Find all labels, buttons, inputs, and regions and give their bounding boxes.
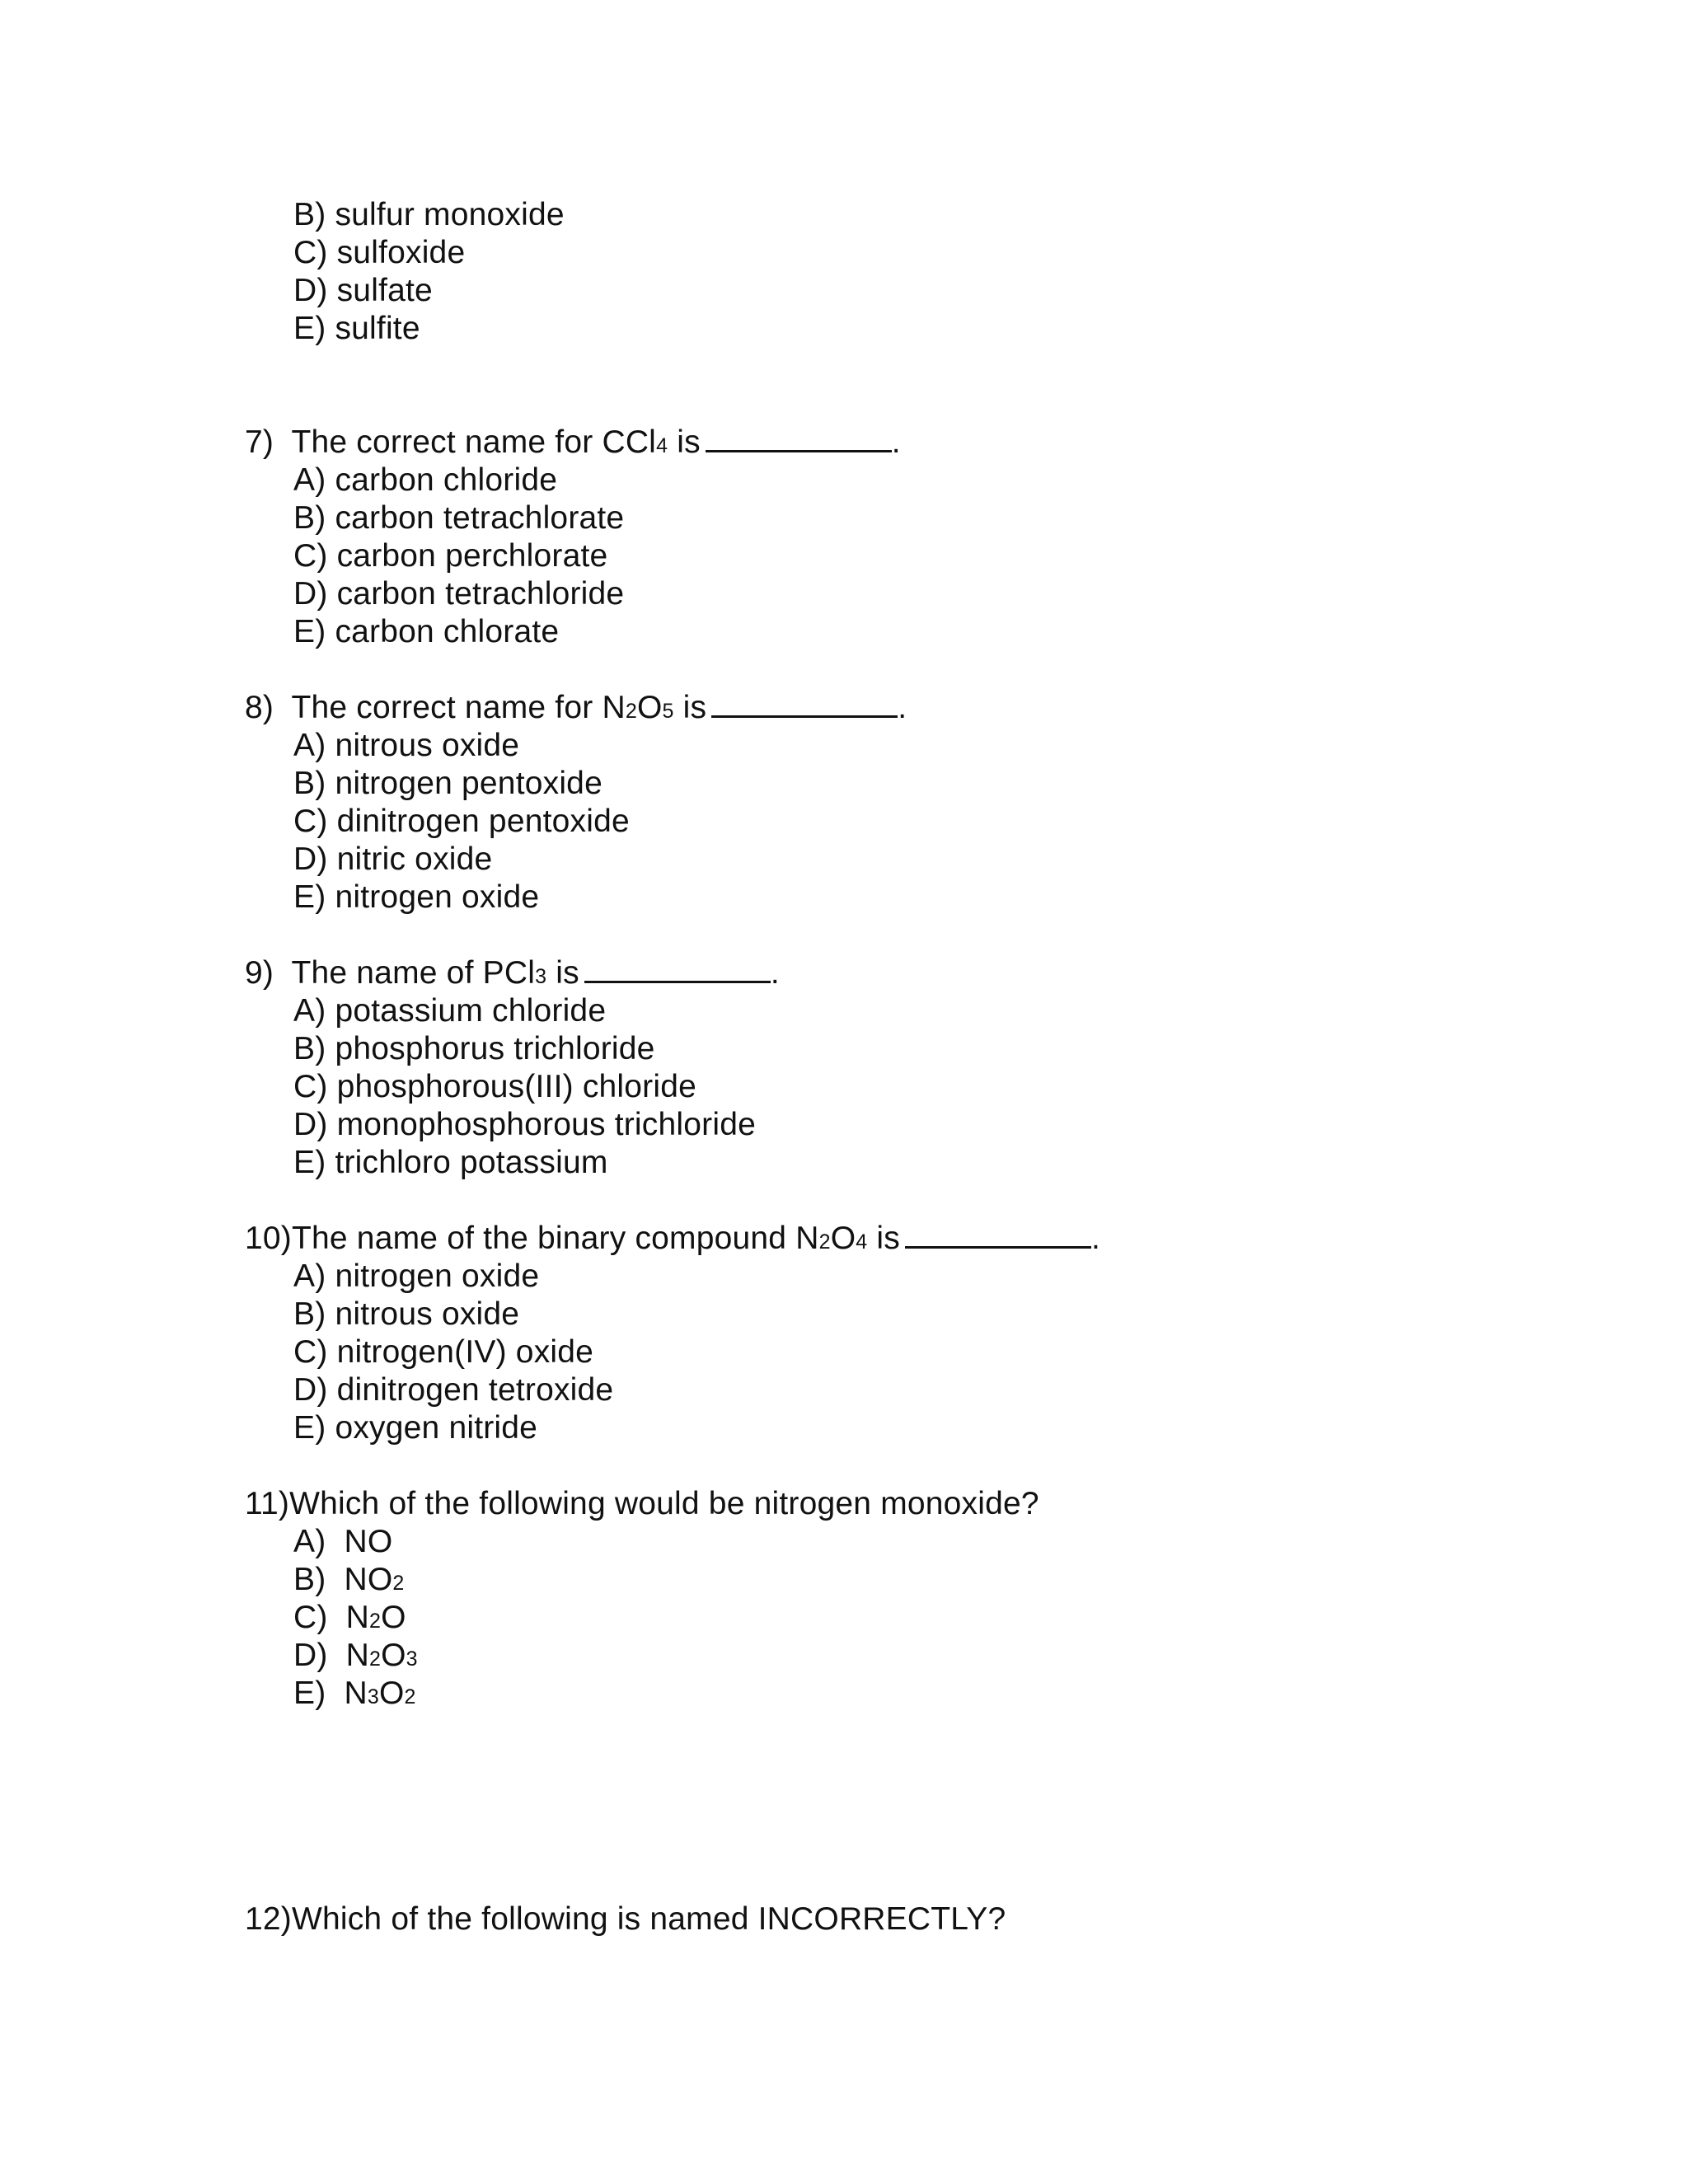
option-b: [293, 1030, 655, 1068]
option-e: [293, 1675, 416, 1716]
answer-blank: [905, 1221, 1091, 1249]
option-label: C): [293, 804, 328, 839]
question-number: 11): [245, 1486, 290, 1521]
formula-text: N: [345, 1600, 370, 1635]
option-c: [293, 803, 630, 841]
option-b: [293, 765, 603, 803]
option-text: carbon tetrachloride: [336, 576, 625, 612]
option-text: carbon chloride: [335, 462, 558, 498]
option-label: B): [293, 1562, 326, 1597]
formula-text: NO: [344, 1524, 393, 1559]
option-label: A): [293, 993, 326, 1029]
option-c: [293, 1333, 593, 1371]
subscript: 3: [367, 1685, 379, 1708]
option-label: D): [293, 1638, 328, 1673]
option-text: nitric oxide: [336, 841, 493, 877]
option-label: C): [293, 1600, 328, 1635]
option-c: [293, 1599, 406, 1640]
option-label: A): [293, 462, 326, 498]
option-b: [293, 1296, 519, 1333]
option-d: [293, 1106, 756, 1144]
subscript: 2: [369, 1610, 382, 1633]
option-label: E): [293, 1145, 326, 1180]
option-a: [293, 727, 519, 765]
answer-blank: [706, 425, 892, 452]
option-e: [293, 1144, 608, 1182]
option-d: [293, 1637, 418, 1678]
option-text: nitrous oxide: [335, 728, 520, 763]
question-number: 8): [245, 690, 274, 725]
subscript: 4: [856, 1230, 868, 1254]
option-label: D): [293, 273, 328, 308]
option-label: E): [293, 1675, 326, 1711]
formula-text: N: [345, 1638, 370, 1673]
option-label: E): [293, 879, 326, 915]
option-text: nitrogen oxide: [335, 879, 540, 915]
option-a: [293, 462, 557, 499]
option-label: A): [293, 1258, 326, 1294]
stem-text: is: [668, 424, 701, 460]
option-label: A): [293, 1524, 326, 1559]
subscript: 3: [406, 1647, 418, 1671]
option-label: B): [293, 197, 326, 232]
option-label: C): [293, 235, 328, 270]
stem-text: Which of the following is named INCORRECTLY?: [291, 1901, 1006, 1937]
option-label: C): [293, 1069, 328, 1104]
answer-blank: [711, 691, 898, 718]
option-text: carbon tetrachlorate: [335, 500, 625, 536]
question-stem: [245, 1900, 1006, 1938]
question-stem: [245, 1220, 1100, 1261]
subscript: 2: [625, 700, 637, 723]
stem-text: The correct name for CCl: [291, 424, 657, 460]
subscript: 4: [656, 434, 668, 457]
option-d: [293, 272, 433, 310]
stem-text: is: [546, 955, 579, 991]
option-text: sulfate: [336, 273, 433, 308]
subscript: 3: [535, 965, 547, 988]
option-label: D): [293, 1372, 328, 1408]
option-a: [293, 1258, 539, 1296]
question-stem: [245, 424, 901, 465]
option-e: [293, 613, 559, 651]
subscript: 2: [404, 1685, 416, 1708]
option-text: oxygen nitride: [335, 1410, 538, 1446]
option-text: nitrogen pentoxide: [335, 766, 603, 801]
option-text: trichloro potassium: [335, 1145, 608, 1180]
option-label: E): [293, 614, 326, 649]
option-text: nitrogen(IV) oxide: [336, 1334, 594, 1370]
option-a: [293, 992, 606, 1030]
stem-text: is: [673, 690, 707, 725]
question-stem: [245, 689, 907, 730]
formula-text: O: [381, 1638, 406, 1673]
option-b: [293, 196, 565, 234]
option-label: E): [293, 1410, 326, 1446]
option-label: D): [293, 576, 328, 612]
option-text: nitrogen oxide: [335, 1258, 540, 1294]
answer-blank: [584, 956, 771, 983]
formula-text: NO: [344, 1562, 393, 1597]
option-text: monophosphorous trichloride: [336, 1107, 756, 1142]
option-label: E): [293, 311, 326, 346]
question-stem: [245, 954, 780, 996]
stem-text: O: [830, 1221, 856, 1256]
stem-text: The correct name for N: [291, 690, 626, 725]
option-text: nitrous oxide: [335, 1296, 520, 1332]
option-text: dinitrogen tetroxide: [336, 1372, 614, 1408]
formula-text: O: [381, 1600, 406, 1635]
question-stem: [245, 1485, 1039, 1523]
option-text: carbon perchlorate: [336, 538, 608, 574]
subscript: 2: [369, 1647, 382, 1671]
formula-text: O: [378, 1675, 405, 1711]
question-number: 12): [245, 1901, 292, 1937]
stem-period: .: [898, 690, 907, 725]
option-c: [293, 234, 465, 272]
stem-text: O: [636, 690, 663, 725]
subscript: 5: [662, 700, 674, 723]
option-label: B): [293, 766, 326, 801]
option-c: [293, 1068, 696, 1106]
stem-text: is: [867, 1221, 900, 1256]
option-label: B): [293, 500, 326, 536]
option-text: sulfite: [335, 311, 420, 346]
option-e: [293, 310, 420, 348]
option-label: C): [293, 1334, 328, 1370]
formula-text: N: [344, 1675, 368, 1711]
subscript: 2: [818, 1230, 831, 1254]
option-text: carbon chlorate: [335, 614, 560, 649]
option-b: [293, 1561, 405, 1602]
option-label: D): [293, 841, 328, 877]
question-number: 9): [245, 955, 274, 991]
option-c: [293, 537, 607, 575]
option-label: B): [293, 1031, 326, 1066]
option-d: [293, 1371, 613, 1409]
option-b: [293, 499, 624, 537]
option-label: C): [293, 538, 328, 574]
stem-text: The name of PCl: [291, 955, 536, 991]
option-a: [293, 1523, 392, 1561]
option-e: [293, 1409, 537, 1447]
subscript: 2: [392, 1572, 405, 1595]
option-d: [293, 841, 492, 879]
option-text: dinitrogen pentoxide: [336, 804, 630, 839]
question-number: 10): [245, 1221, 292, 1256]
option-label: A): [293, 728, 326, 763]
stem-period: .: [770, 955, 780, 991]
stem-period: .: [1090, 1221, 1101, 1256]
option-text: sulfur monoxide: [335, 197, 565, 232]
stem-text: Which of the following would be nitrogen monoxide?: [289, 1486, 1039, 1521]
option-text: phosphorus trichloride: [335, 1031, 655, 1066]
option-label: B): [293, 1296, 326, 1332]
option-text: phosphorous(III) chloride: [336, 1069, 697, 1104]
stem-period: .: [891, 424, 901, 460]
option-text: sulfoxide: [336, 235, 466, 270]
option-e: [293, 879, 539, 916]
question-number: 7): [245, 424, 274, 460]
option-d: [293, 575, 624, 613]
option-label: D): [293, 1107, 328, 1142]
option-text: potassium chloride: [335, 993, 607, 1029]
stem-text: The name of the binary compound N: [291, 1221, 819, 1256]
